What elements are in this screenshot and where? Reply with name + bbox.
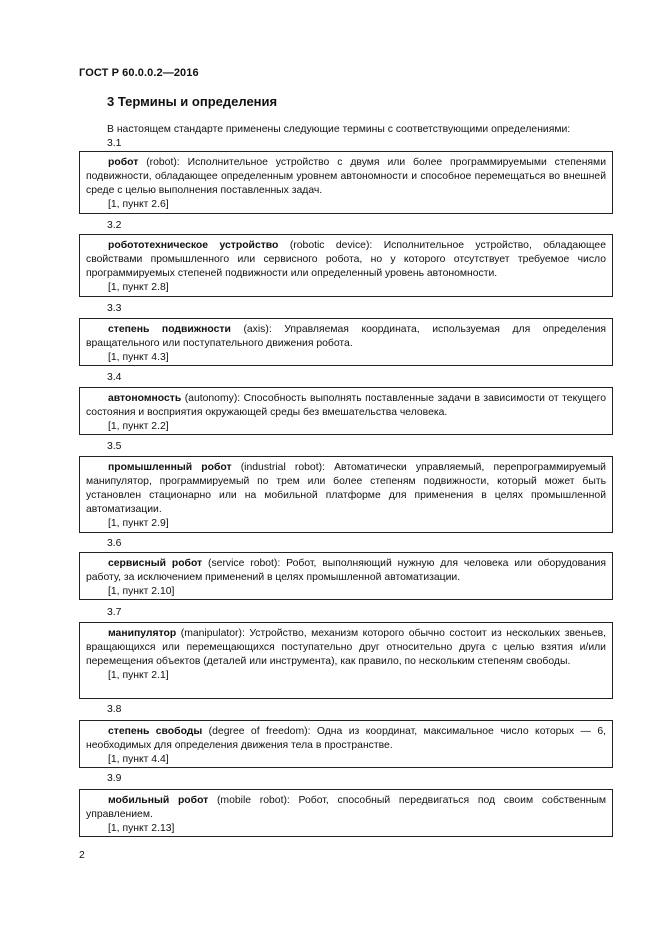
term-number: 3.8 [107,704,122,715]
definition-text: Способность выполнять поставленные задачи в зависимости от текущего состояния и восприятия окружающей среды без вмешательства человека. [86,393,606,418]
term-english: (manipulator): [176,628,250,639]
definition-text: Робот, способный передвигаться под своим собственным управлением. [86,795,607,820]
term-entry [79,720,613,768]
term-entry [79,151,613,214]
document-code: ГОСТ Р 60.0.0.2—2016 [79,67,199,79]
term-name: степень подвижности [108,324,231,335]
section-title: 3 Термины и определения [107,94,278,109]
term-entry [79,318,613,366]
term-entry [79,552,613,600]
term-number: 3.3 [107,303,122,314]
term-number: 3.2 [107,220,122,231]
term-definition [86,461,606,517]
term-entry [79,789,613,837]
term-number: 3.4 [107,372,122,383]
term-source: [1, пункт 2.8] [108,282,169,293]
definition-text: Устройство, механизм которого обычно состоит из нескольких звеньев, вращающихся или перемещающихся поступательно друг относительно друга с целью взятия и/или перемещения объектов (деталей или инструмента), как правило, по нескольким степеням свободы. [86,628,607,667]
term-source: [1, пункт 2.9] [108,518,169,529]
term-name: робототехническое устройство [108,240,279,251]
term-definition [86,156,606,198]
term-entry [79,234,613,297]
term-name: промышленный робот [108,462,232,473]
term-definition [86,557,606,585]
term-english: (mobile robot): [208,795,299,806]
term-definition [86,392,606,420]
term-english: (autonomy): [181,393,244,404]
definition-text: Робот, выполняющий нужную для человека или оборудования работу, за исключением применений в целях промышленной автоматизации. [86,558,606,583]
term-number: 3.1 [107,138,122,149]
term-english: (robotic device): [278,240,384,251]
term-english: (axis): [230,324,285,335]
term-name: степень свободы [108,726,203,737]
term-english: (degree of freedom): [202,726,317,737]
term-definition [86,725,606,753]
term-number: 3.6 [107,538,122,549]
term-source: [1, пункт 4.4] [108,754,169,765]
term-definition [86,794,606,822]
term-entry [79,387,613,435]
term-number: 3.7 [107,607,122,618]
term-entry [79,456,613,533]
term-definition [86,323,606,351]
term-definition [86,239,606,281]
term-source: [1, пункт 2.10] [108,586,175,597]
term-entry [79,622,613,699]
term-source: [1, пункт 2.6] [108,199,169,210]
term-number: 3.5 [107,441,122,452]
term-english: (industrial robot): [231,462,335,473]
definition-text: Автоматически управляемый, перепрограммируемый манипулятор, программируемый по трем или более степеням подвижности, который может быть установлен стационарно или на мобильной платформе для применения в целях промышленной автоматизации. [86,462,606,515]
term-source: [1, пункт 2.1] [108,670,169,681]
term-source: [1, пункт 2.13] [108,823,175,834]
term-name: автономность [108,393,182,404]
term-english: (service robot): [202,558,287,569]
definition-text: Управляемая координата, используемая для определения вращательного или поступательного движения робота. [86,324,607,349]
term-english: (robot): [138,157,188,168]
term-name: сервисный робот [108,558,203,569]
term-number: 3.9 [107,773,122,784]
term-definition [86,627,606,669]
page-number: 2 [79,850,85,861]
definition-text: Исполнительное устройство, обладающее свойствами промышленного или сервисного робота, но у которого отсутствует требуемое число программируемых степеней подвижности или определенный уровень автономности. [86,240,606,279]
term-source: [1, пункт 4.3] [108,352,169,363]
term-name: робот [108,157,139,168]
definition-text: Одна из координат, максимальное число которых — 6, необходимых для определения движения тела в пространстве. [86,726,607,751]
term-name: мобильный робот [108,795,209,806]
term-name: манипулятор [108,628,177,639]
term-source: [1, пункт 2.2] [108,421,169,432]
intro-paragraph: В настоящем стандарте применены следующие термины с соответствующими определениями: [107,124,571,135]
definition-text: Исполнительное устройство с двумя или более программируемыми степенями подвижности, обладающее определенным уровнем автономности и способное перемещаться во внешней среде с целью выполнения поставленных задач. [86,157,607,196]
